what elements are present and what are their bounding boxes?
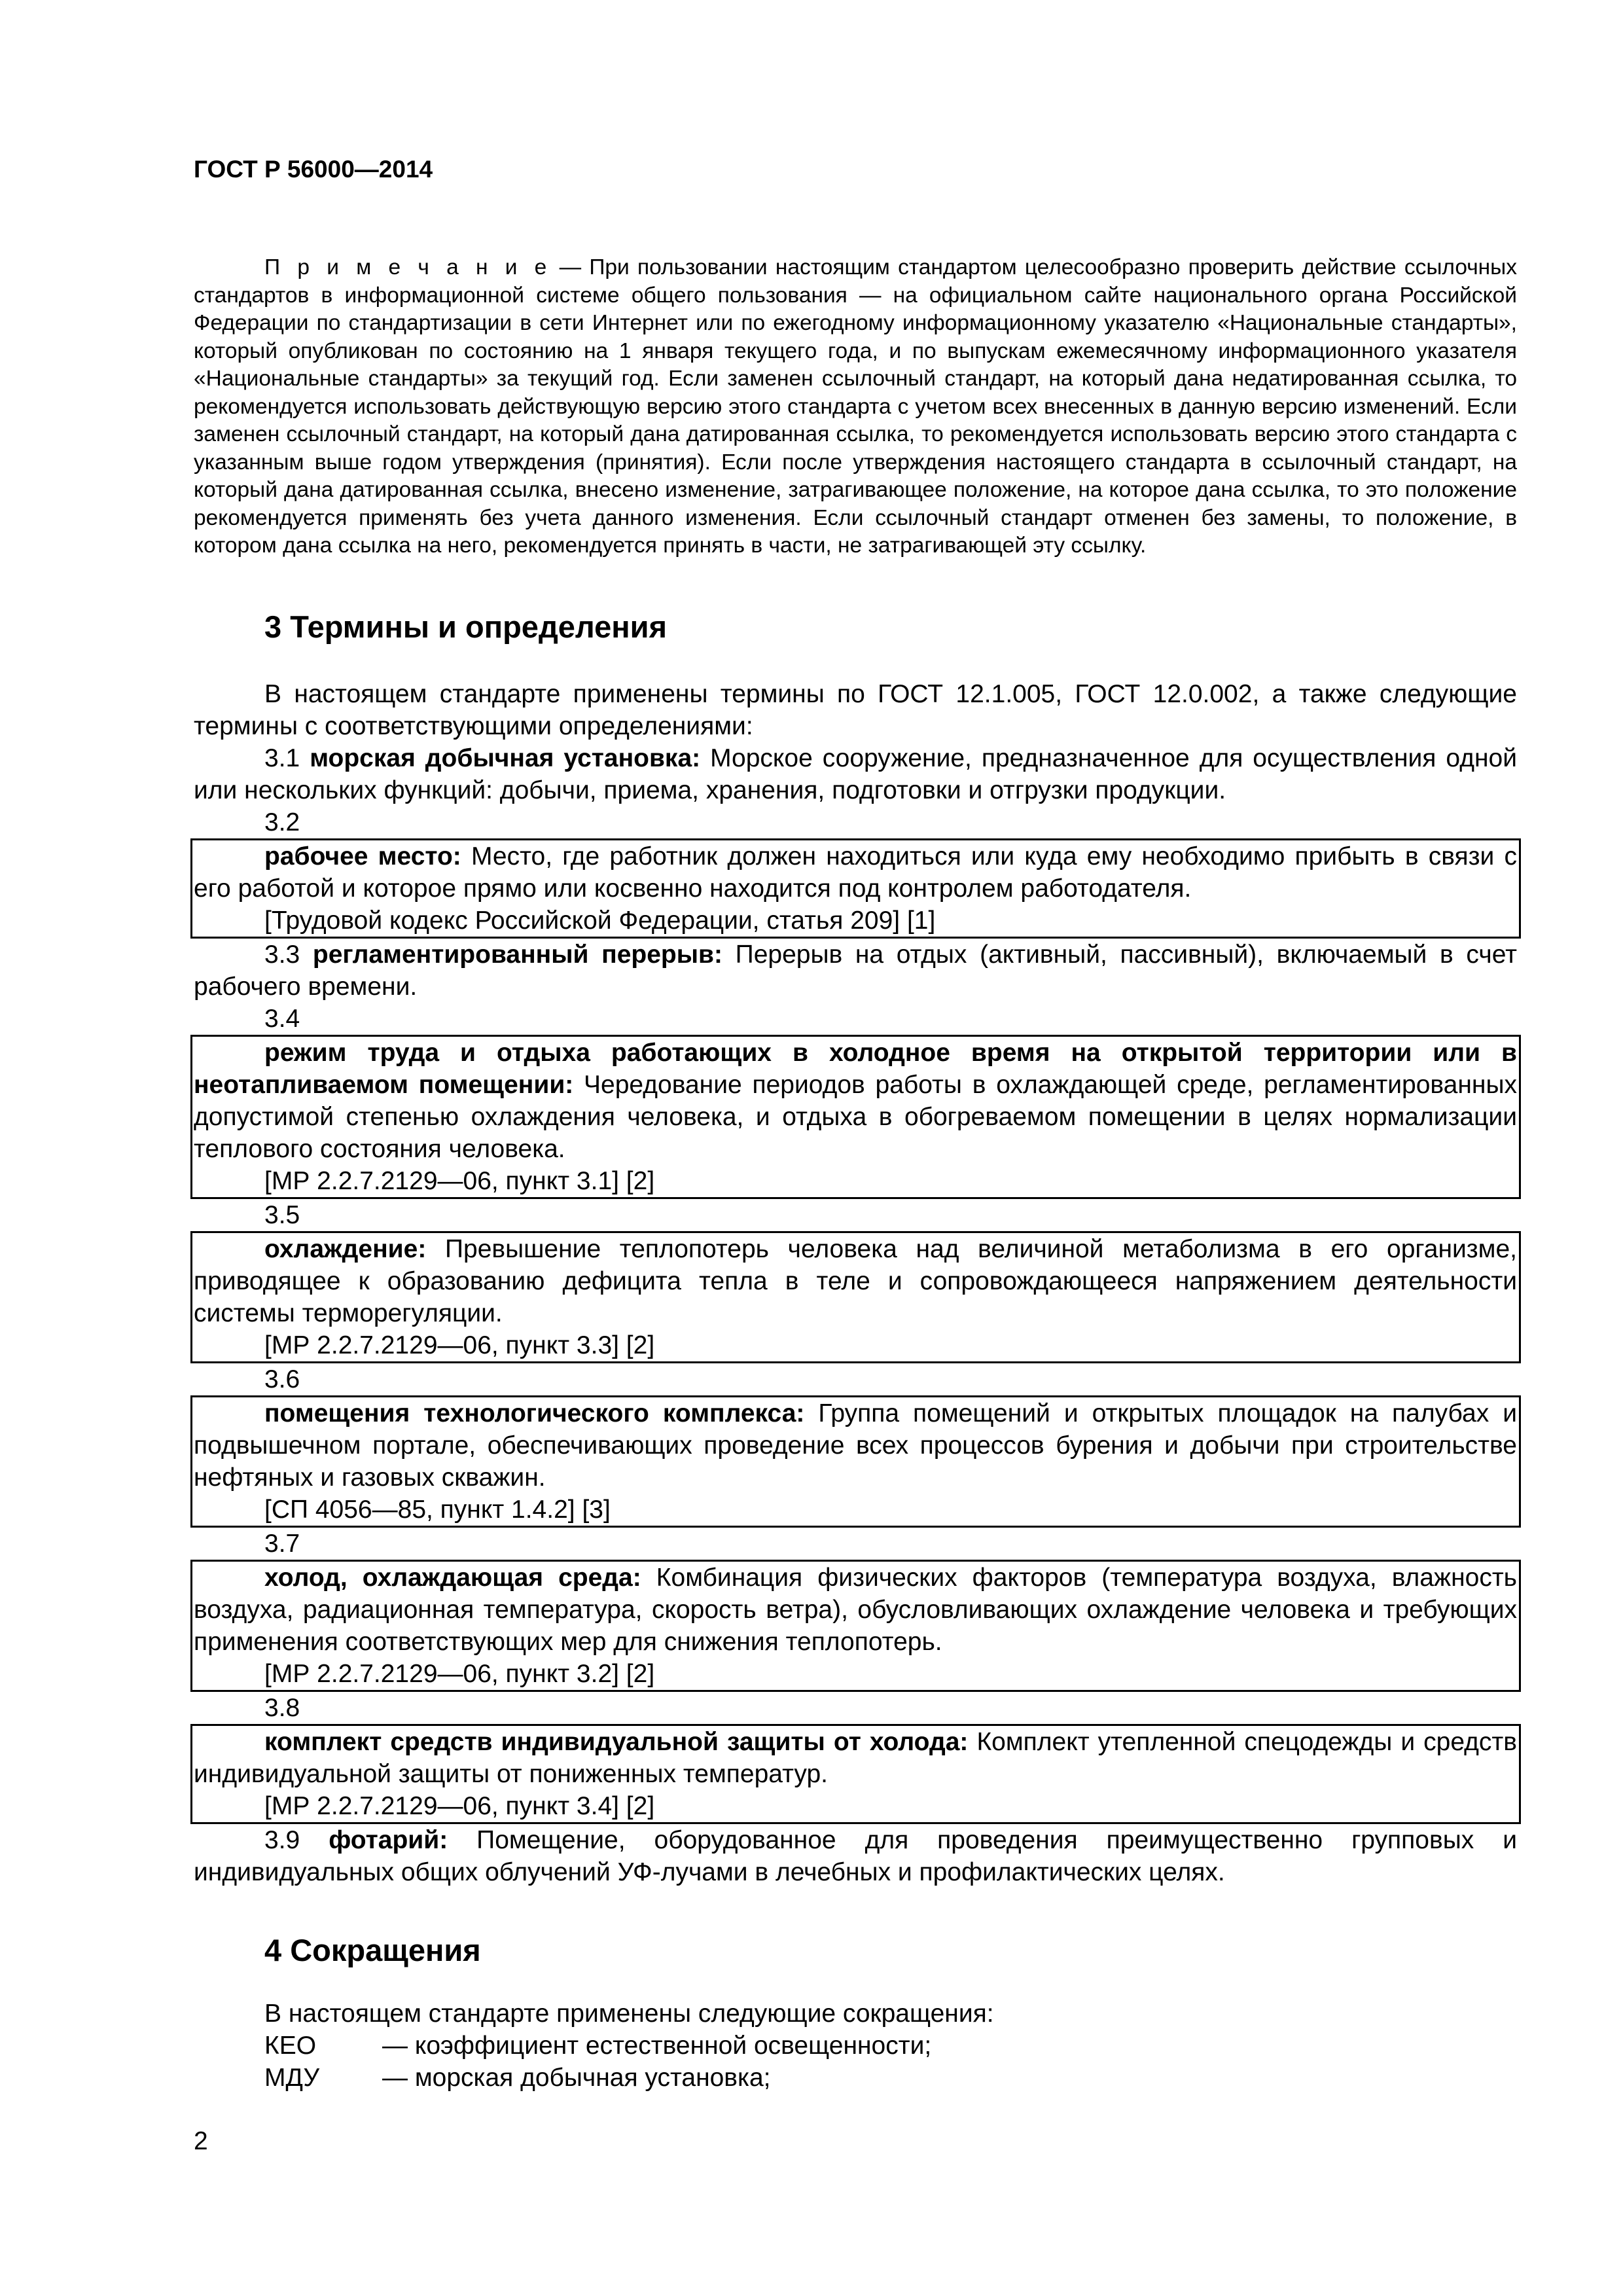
section-4-title: 4 Сокращения	[264, 1933, 481, 1967]
term-3-5-number: 3.5	[264, 1201, 300, 1229]
term-3-1: 3.1 морская добычная установка: Морское сооружение, предназначенное для осуществления одной или нескольких функций: добычи, приема, хранения, подготовки и отгрузки продукции.	[194, 744, 1517, 804]
term-3-7-number: 3.7	[264, 1530, 300, 1558]
term-3-1-name: морская добычная установка:	[310, 744, 701, 772]
term-3-6: помещения технологического комплекса: Группа помещений и открытых площадок на палубах и подвышечном портале, обеспечивающих проведение всех процессов бурения и добычи при строительстве нефтяных и газовых скважин.	[194, 1399, 1517, 1492]
term-3-2: рабочее место: Место, где работник должен находиться или куда ему необходимо прибыть в связи с его работой и которое прямо или косвенно находится под контролем работодателя.	[194, 842, 1517, 903]
term-3-4: режим труда и отдыха работающих в холодное время на открытой территории или в неотапливаемом помещении: Чередование периодов работы в охлаждающей среде, регламентированных допустимой степенью охлаждения человека, и отдыха в обогреваемом помещении в целях нормализации теплового состояния человека.	[194, 1039, 1517, 1163]
term-3-6-number: 3.6	[264, 1365, 300, 1393]
abbreviation-text: — морская добычная установка;	[382, 2064, 771, 2092]
term-3-4-source: [МР 2.2.7.2129—06, пункт 3.1] [2]	[264, 1167, 655, 1195]
term-3-6-name: помещения технологического комплекса:	[264, 1399, 805, 1427]
term-3-4-name: режим труда и отдыха работающих в холодное время на открытой территории или в неотапливаемом помещении:	[194, 1039, 1517, 1099]
term-3-9-name: фотарий:	[329, 1826, 448, 1854]
term-3-6-source: [СП 4056—85, пункт 1.4.2] [3]	[264, 1496, 611, 1524]
term-3-5-name: охлаждение:	[264, 1235, 427, 1263]
section-4-intro: В настоящем стандарте применены следующие сокращения:	[264, 2000, 994, 2028]
term-3-3: 3.3 регламентированный перерыв: Перерыв на отдых (активный, пассивный), включаемый в счет рабочего времени.	[194, 941, 1517, 1001]
abbreviation-row	[194, 2062, 1517, 2094]
term-3-8: комплект средств индивидуальной защиты от холода: Комплект утепленной спецодежды и средств индивидуальной защиты от пониженных температур.	[194, 1728, 1517, 1788]
abbreviation-row	[194, 2030, 1517, 2062]
note-paragraph	[194, 254, 1517, 560]
term-3-7-box	[190, 1560, 1521, 1692]
abbreviation-text: — коэффициент естественной освещенности;	[382, 2032, 932, 2060]
section-4-body	[194, 1998, 1517, 2094]
term-3-7-name: холод, охлаждающая среда:	[264, 1564, 641, 1592]
term-3-4-number: 3.4	[264, 1005, 300, 1033]
term-3-5-box	[190, 1231, 1521, 1363]
term-3-8-number: 3.8	[264, 1694, 300, 1722]
term-3-8-source: [МР 2.2.7.2129—06, пункт 3.4] [2]	[264, 1792, 655, 1820]
term-3-9: 3.9 фотарий: Помещение, оборудованное для проведения преимущественно групповых и индивидуальных общих облучений УФ-лучами в лечебных и профилактических целях.	[194, 1826, 1517, 1886]
document-header: ГОСТ Р 56000—2014	[194, 156, 433, 183]
term-3-2-source: [Трудовой кодекс Российской Федерации, статья 209] [1]	[264, 906, 936, 935]
term-3-5: охлаждение: Превышение теплопотерь человека над величиной метаболизма в его организме, приводящее к образованию дефицита тепла в теле и сопровождающееся напряжением деятельности системы терморегуляции.	[194, 1235, 1517, 1327]
abbreviation-code: МДУ	[264, 2064, 320, 2092]
term-3-3-name: регламентированный перерыв:	[312, 941, 722, 969]
term-3-4-box	[190, 1035, 1521, 1199]
term-3-2-name: рабочее место:	[264, 842, 461, 870]
term-3-8-box	[190, 1724, 1521, 1824]
term-3-2-number: 3.2	[264, 808, 300, 836]
term-3-5-source: [МР 2.2.7.2129—06, пункт 3.3] [2]	[264, 1331, 655, 1359]
section-3-title: 3 Термины и определения	[264, 609, 667, 644]
term-3-7: холод, охлаждающая среда: Комбинация физических факторов (температура воздуха, влажность воздуха, радиационная температура, скорость ветра), обусловливающих охлаждение человека и требующих применения соответствующих мер для снижения теплопотерь.	[194, 1564, 1517, 1656]
term-3-8-name: комплект средств индивидуальной защиты от холода:	[264, 1728, 969, 1756]
note-label: П р и м е ч а н и е	[264, 255, 552, 279]
term-3-2-box	[190, 838, 1521, 939]
abbreviation-code: КЕО	[264, 2032, 317, 2060]
term-3-6-box	[190, 1395, 1521, 1528]
section-3-body	[194, 678, 1517, 1888]
term-3-7-source: [МР 2.2.7.2129—06, пункт 3.2] [2]	[264, 1660, 655, 1688]
page-number: 2	[194, 2127, 208, 2155]
section-3-intro: В настоящем стандарте применены термины по ГОСТ 12.1.005, ГОСТ 12.0.002, а также следующие термины с соответствующими определениями:	[194, 680, 1517, 740]
note-text: — При пользовании настоящим стандартом целесообразно проверить действие ссылочных стандартов в информационной системе общего пользования — на официальном сайте национального органа Российской Федерации по стандартизации в сети Интернет или по ежегодному информационному указателю «Национальные стандарты», который опубликован по состоянию на 1 января текущего года, и по выпускам ежемесячному информационного указателя «Национальные стандарты» за текущий год. Если заменен ссылочный стандарт, на который дана недатированная ссылка, то рекомендуется использовать действующую версию этого стандарта с учетом всех внесенных в данную версию изменений. Если заменен ссылочный стандарт, на который дана датированная ссылка, то рекомендуется использовать версию этого стандарта с указанным выше годом утверждения (принятия). Если после утверждения настоящего стандарта в ссылочный стандарт, на который дана датированная ссылка, внесено изменение, затрагивающее положение, на которое дана ссылка, то это положение рекомендуется применять без учета данного изменения. Если ссылочный стандарт отменен без замены, то положение, в котором дана ссылка на него, рекомендуется принять в части, не затрагивающей эту ссылку.	[194, 255, 1517, 558]
